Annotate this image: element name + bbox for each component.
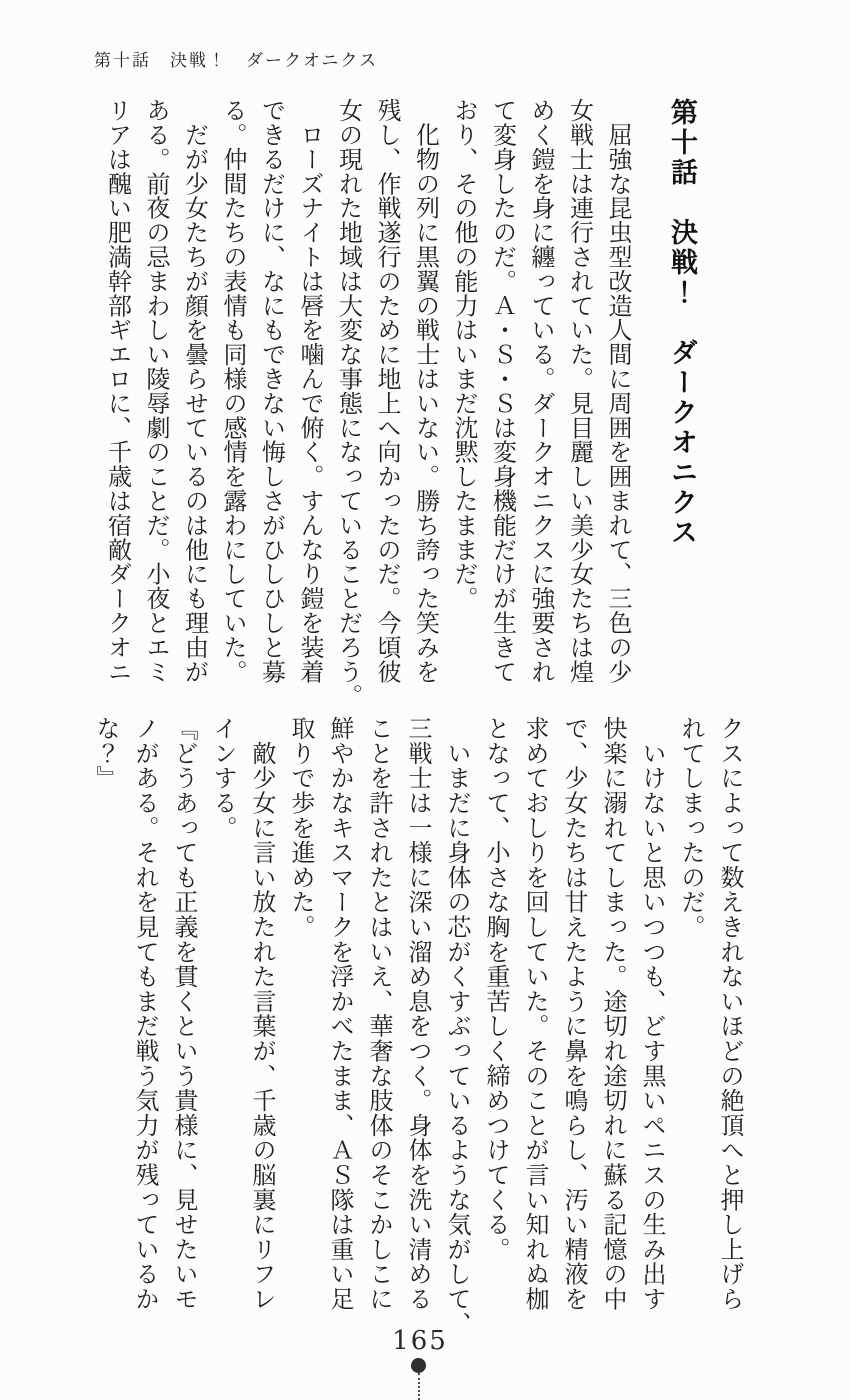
text-line: 化物の列に黒翼の戦士はいない。勝ち誇った笑みを — [411, 98, 438, 684]
text-line: 敵少女に言い放たれた言葉が、千歳の脳裏にリフレ — [248, 716, 274, 1312]
text-line: て変身したのだ。Ａ・Ｓ・Ｓは変身機能だけが生きて — [488, 98, 515, 684]
text-line: 三戦士は一様に深い溜め息をつく。身体を洗い清める — [404, 716, 430, 1312]
running-header: 第十話 決戦！ ダークオニクス — [94, 51, 379, 70]
text-line: ノがある。それを見てもまだ戦う気力が残っているか — [131, 716, 157, 1312]
text-line: 鮮やかなキスマークを浮かべたまま、ＡＳ隊は重い足 — [326, 716, 352, 1312]
text-line: となって、小さな胸を重苦しく締めつけてくる。 — [482, 716, 508, 1262]
chapter-title: 第十話 決戦！ ダークオニクス — [667, 98, 697, 548]
text-line: インする。 — [209, 716, 235, 840]
text-line: る。仲間たちの表情も同様の感情を露わにしていた。 — [219, 98, 245, 684]
text-line: おり、その他の能力はいまだ沈黙したままだ。 — [450, 98, 476, 611]
text-line: れてしまったのだ。 — [677, 716, 703, 940]
page-number: 165 — [392, 1326, 448, 1356]
text-line: で、少女たちは甘えたように鼻を鳴らし、汚い精液を — [560, 716, 586, 1312]
text-line: な？』 — [92, 716, 118, 791]
text-line: 女の現れた地域は大変な事態になっていることだろう。 — [334, 98, 361, 708]
text-line: 快楽に溺れてしまった。途切れ途切れに蘇る記憶の中 — [599, 716, 625, 1312]
footer-ornament-line — [418, 1373, 420, 1400]
text-line: 屈強な昆虫型改造人間に周囲を囲まれて、三色の少 — [604, 98, 630, 684]
upper-text-block — [97, 98, 702, 708]
text-line: できるだけに、なにもできない悔しさがひしひしと募 — [257, 98, 284, 684]
text-line: いまだに身体の芯がくすぶっているような気がして、 — [443, 716, 469, 1336]
text-line: いけないと思いつつも、どす黒いペニスの生み出す — [638, 716, 664, 1312]
text-line: クスによって数えきれないほどの絶頂へと押し上げら — [716, 716, 742, 1312]
text-line: 取りで歩を進めた。 — [287, 716, 313, 940]
text-line: ことを許されたとはいえ、華奢な肢体のそこかしこに — [365, 716, 391, 1312]
text-line: だが少女たちが顔を曇らせているのは他にも理由が — [180, 98, 207, 684]
text-line: 残し、作戦遂行のために地上へ向かったのだ。今頃彼 — [373, 98, 399, 684]
text-line: 『どうあっても正義を貫くという貴様に、見せたいモ — [170, 716, 196, 1312]
text-line: めく鎧を身に纏っている。ダークオニクスに強要され — [527, 98, 553, 684]
text-line: ローズナイトは唇を噛んで俯く。すんなり鎧を装着 — [296, 98, 322, 684]
text-line: 女戦士は連行されていた。見目麗しい美少女たちは煌 — [565, 98, 592, 684]
text-line: 求めておしりを回していた。そのことが言い知れぬ枷 — [521, 716, 547, 1312]
text-line: ある。前夜の忌まわしい陵辱劇のことだ。小夜とエミ — [142, 98, 168, 684]
lower-text-block — [85, 716, 748, 1336]
footer-ornament-dot-icon — [411, 1358, 426, 1373]
text-line: リアは醜い肥満幹部ギエロに、千歳は宿敵ダークオニ — [103, 98, 130, 684]
